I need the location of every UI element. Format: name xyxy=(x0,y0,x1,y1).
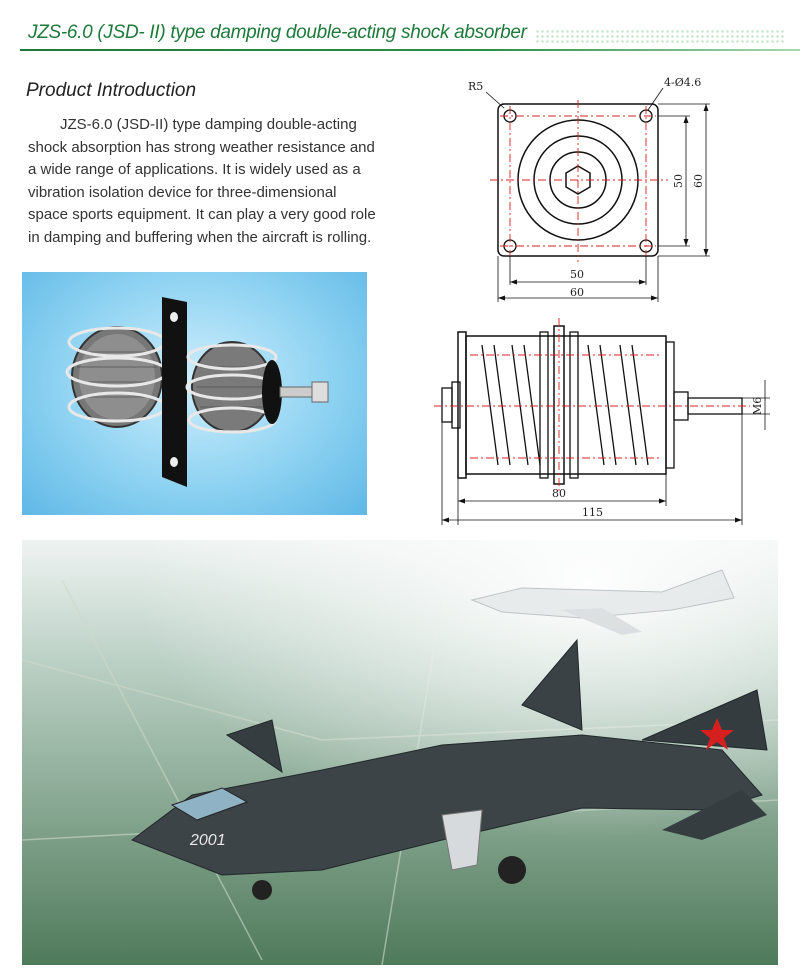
technical-drawing xyxy=(420,70,790,530)
section-title: Product Introduction xyxy=(26,80,197,101)
intro-paragraph: JZS-6.0 (JSD-II) type damping double-acting shock absorption has strong weather resistance and a wide range of applications. It is widely used as a vibration isolation device for three-dimensional space sports equipment. It can play a very good role in damping and buffering when the aircraft is rolling. xyxy=(28,116,376,246)
aircraft-photo xyxy=(22,540,778,965)
dim-body-length: 80 xyxy=(552,487,566,500)
thread-label: M6 xyxy=(751,396,764,415)
tail-number: 2001 xyxy=(190,832,226,849)
top-view-drawing xyxy=(468,76,710,302)
dim-inner-height: 50 xyxy=(672,174,685,188)
dim-inner-width: 50 xyxy=(570,268,584,281)
holes-label: 4-Ø4.6 xyxy=(664,76,702,89)
side-view-drawing xyxy=(434,318,770,525)
dim-total-length: 115 xyxy=(582,506,603,519)
shock-absorber-illustration xyxy=(22,272,367,515)
page-header xyxy=(0,0,800,60)
page-title: JZS-6.0 (JSD- II) type damping double-acting shock absorber xyxy=(28,22,527,43)
header-dot-pattern xyxy=(535,29,785,45)
dim-outer-height: 60 xyxy=(692,174,705,188)
dim-outer-width: 60 xyxy=(570,286,584,299)
product-photo xyxy=(22,272,367,515)
header-divider xyxy=(20,49,800,51)
radius-label: R5 xyxy=(468,80,484,93)
